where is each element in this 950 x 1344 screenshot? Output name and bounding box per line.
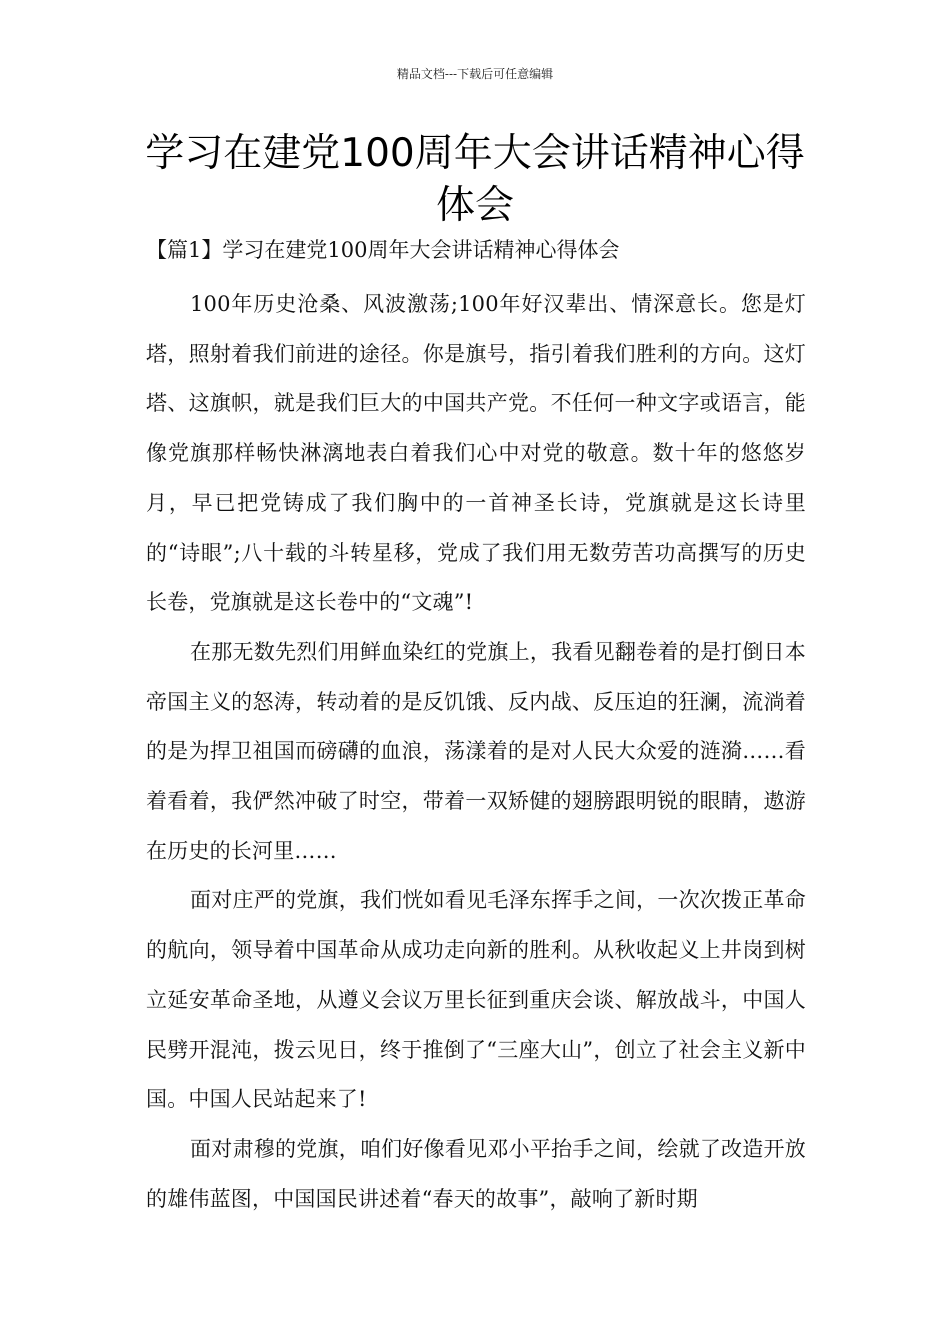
paragraph: 面对肃穆的党旗，咱们好像看见邓小平抬手之间，绘就了改造开放的雄伟蓝图，中国国民讲述着“春天的故事”，敲响了新时期 xyxy=(146,1136,806,1211)
header-note: 精品文档---下载后可任意编辑 xyxy=(396,67,554,81)
paragraph: 面对庄严的党旗，我们恍如看见毛泽东挥手之间，一次次拨正革命的航向，领导着中国革命从成功走向新的胜利。从秋收起义上井岗到树立延安革命圣地，从遵义会议万里长征到重庆会谈、解放战斗，中国人民劈开混沌，拨云见日，终于推倒了“三座大山”，创立了社会主义新中国。中国人民站起来了! xyxy=(146,888,806,1112)
body-text xyxy=(146,280,806,1224)
paragraph: 在那无数先烈们用鲜血染红的党旗上，我看见翻卷着的是打倒日本帝国主义的怒涛，转动着的是反饥饿、反内战、反压迫的狂澜，流淌着的是为捍卫祖国而磅礴的血浪，荡漾着的是对人民大众爱的涟漪……看着看着，我俨然冲破了时空，带着一双矫健的翅膀跟明锐的眼睛，遨游在历史的长河里…… xyxy=(146,639,806,863)
document-title: 学习在建党100周年大会讲话精神心得体会 xyxy=(145,131,805,228)
paragraph: 100年历史沧桑、风波激荡;100年好汉辈出、情深意长。您是灯塔，照射着我们前进的途径。你是旗号，指引着我们胜利的方向。这灯塔、这旗帜，就是我们巨大的中国共产党。不任何一种文字或语言，能像党旗那样畅快淋漓地表白着我们心中对党的敬意。数十年的悠悠岁月，早已把党铸成了我们胸中的一首神圣长诗，党旗就是这长诗里的“诗眼”;八十载的斗转星移，党成了我们用无数劳苦功高撰写的历史长卷，党旗就是这长卷中的“文魂”! xyxy=(146,292,806,615)
section-heading: 【篇1】学习在建党100周年大会讲话精神心得体会 xyxy=(146,238,620,262)
